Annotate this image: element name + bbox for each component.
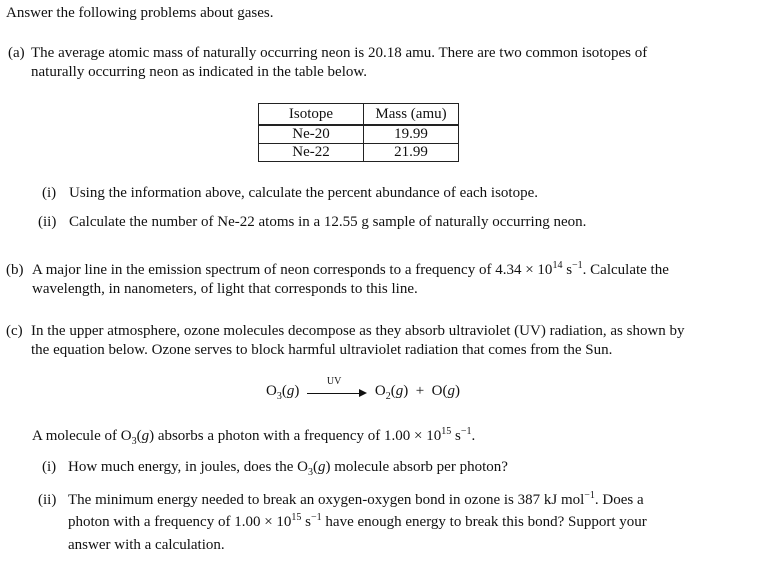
- part-b-line1: A major line in the emission spectrum of neon corresponds to a frequency of $4.34 \times 10^{14}$ $s^{-1}$. Calculate the: [32, 260, 669, 278]
- part-a-q2-label: (ii): [38, 214, 57, 230]
- part-c-q2-line1: The minimum energy needed to break an oxygen-oxygen bond in ozone is 387 kJ mol$^{-1}$. Does a: [68, 490, 644, 508]
- part-b-label: (b): [6, 262, 24, 278]
- part-c-line1: In the upper atmosphere, ozone molecules decompose as they absorb ultraviolet (UV) radiation, as shown by: [31, 323, 685, 339]
- ozone-equation: $O_3(g)$ UV $O_2(g) + O(g)$: [266, 375, 460, 402]
- part-a-q1: Using the information above, calculate the percent abundance of each isotope.: [69, 185, 538, 201]
- isotope-table: [258, 103, 459, 162]
- table-cell: Ne-22: [259, 144, 364, 162]
- part-c-label: (c): [6, 323, 23, 339]
- reaction-arrow-icon: UV: [307, 385, 367, 399]
- part-c-statement: A molecule of $O_3(g)$ absorbs a photon with a frequency of $1.00 \times 10^{15}$ $s^{-1}$.: [32, 426, 476, 447]
- instructions-header: Answer the following problems about gases.: [6, 5, 274, 21]
- part-a-line2: naturally occurring neon as indicated in the table below.: [31, 64, 367, 80]
- table-cell: Ne-20: [259, 125, 364, 144]
- part-c-q2-label: (ii): [38, 492, 57, 508]
- table-row: [259, 125, 459, 144]
- table-row: [259, 144, 459, 162]
- table-cell: 19.99: [364, 125, 459, 144]
- part-c-line2: the equation below. Ozone serves to block harmful ultraviolet radiation that comes from the Sun.: [31, 342, 613, 358]
- table-header-isotope: Isotope: [259, 104, 364, 126]
- table-cell: 21.99: [364, 144, 459, 162]
- part-c-q2-line3: answer with a calculation.: [68, 537, 225, 553]
- part-a-q1-label: (i): [42, 185, 57, 201]
- part-a-q2: Calculate the number of Ne-22 atoms in a 12.55 g sample of naturally occurring neon.: [69, 214, 587, 230]
- part-b-line2: wavelength, in nanometers, of light that corresponds to this line.: [32, 281, 418, 297]
- part-c-q2-line2: photon with a frequency of $1.00 \times 10^{15}$ $s^{-1}$ have enough energy to break this bond? Support your: [68, 512, 647, 530]
- part-a-line1: The average atomic mass of naturally occurring neon is 20.18 amu. There are two common isotopes of: [31, 45, 648, 61]
- part-c-q1-label: (i): [42, 459, 57, 475]
- part-a-label: (a): [8, 45, 25, 61]
- part-c-q1: How much energy, in joules, does the $O_3(g)$ molecule absorb per photon?: [68, 459, 508, 478]
- table-header-row: [259, 104, 459, 126]
- table-header-mass: Mass (amu): [364, 104, 459, 126]
